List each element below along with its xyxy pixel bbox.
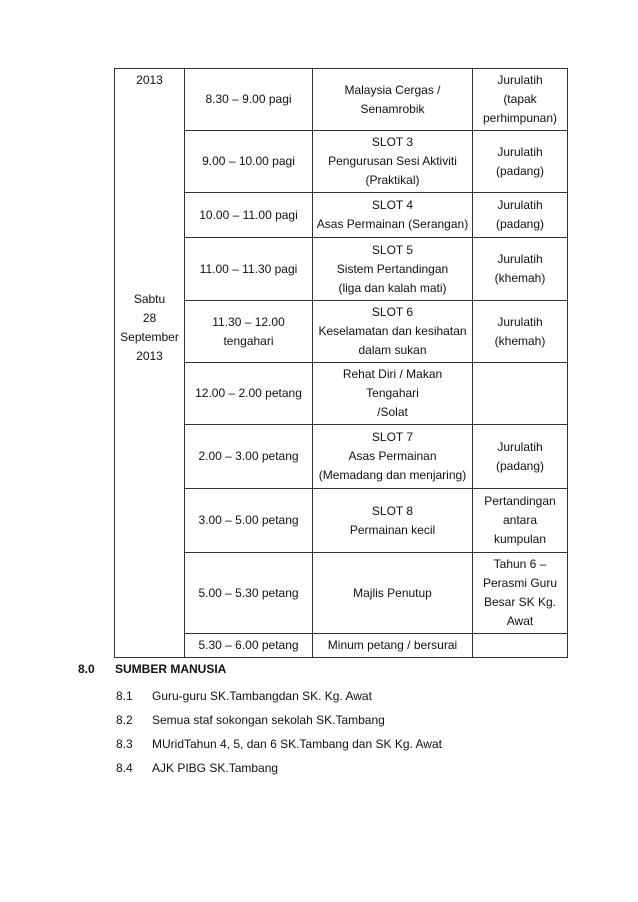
time-cell: 5.30 – 6.00 petang	[185, 634, 313, 658]
activity-cell: SLOT 3 Pengurusan Sesi Aktiviti (Praktikal)	[313, 131, 473, 193]
list-item-number: 8.1	[116, 689, 133, 703]
list-item-text: Guru-guru SK.Tambangdan SK. Kg. Awat	[152, 689, 372, 703]
date-year: 2013	[136, 349, 163, 363]
note-cell	[473, 363, 568, 425]
section-heading	[78, 662, 226, 676]
section-number: 8.0	[78, 662, 95, 676]
time-cell: 12.00 – 2.00 petang	[185, 363, 313, 425]
time-cell: 11.30 – 12.00 tengahari	[185, 301, 313, 363]
date-cell	[115, 69, 185, 658]
time-cell: 5.00 – 5.30 petang	[185, 553, 313, 634]
list-item-number: 8.3	[116, 737, 133, 751]
note-cell: Tahun 6 – Perasmi Guru Besar SK Kg. Awat	[473, 553, 568, 634]
time-cell: 11.00 – 11.30 pagi	[185, 238, 313, 301]
time-cell: 9.00 – 10.00 pagi	[185, 131, 313, 193]
activity-cell: Malaysia Cergas / Senamrobik	[313, 69, 473, 131]
activity-cell: SLOT 8 Permainan kecil	[313, 489, 473, 553]
note-cell	[473, 634, 568, 658]
time-cell: 10.00 – 11.00 pagi	[185, 193, 313, 238]
activity-cell: Rehat Diri / Makan Tengahari /Solat	[313, 363, 473, 425]
note-cell: Jurulatih (khemah)	[473, 301, 568, 363]
note-cell: Jurulatih (tapak perhimpunan)	[473, 69, 568, 131]
list-item	[116, 732, 442, 756]
note-cell: Jurulatih (padang)	[473, 193, 568, 238]
date-day: Sabtu	[133, 292, 166, 306]
schedule-table	[114, 68, 568, 658]
list-item	[116, 684, 442, 708]
activity-cell: Majlis Penutup	[313, 553, 473, 634]
note-cell: Jurulatih (padang)	[473, 425, 568, 489]
list-item-text: Semua staf sokongan sekolah SK.Tambang	[152, 713, 385, 727]
activity-cell: SLOT 7 Asas Permainan (Memadang dan menjaring)	[313, 425, 473, 489]
list-item-text: AJK PIBG SK.Tambang	[152, 761, 279, 775]
note-cell: Pertandingan antara kumpulan	[473, 489, 568, 553]
list-item	[116, 756, 442, 780]
time-cell: 8.30 – 9.00 pagi	[185, 69, 313, 131]
list-item	[116, 708, 442, 732]
date-number: 28	[142, 311, 157, 325]
table-row	[115, 69, 568, 131]
section-title: SUMBER MANUSIA	[115, 662, 227, 676]
section-list	[116, 684, 442, 780]
time-cell: 2.00 – 3.00 petang	[185, 425, 313, 489]
date-month: September	[120, 330, 179, 344]
activity-cell: SLOT 4 Asas Permainan (Serangan)	[313, 193, 473, 238]
note-cell: Jurulatih (padang)	[473, 131, 568, 193]
list-item-text: MUridTahun 4, 5, dan 6 SK.Tambang dan SK Kg. Awat	[152, 737, 442, 751]
list-item-number: 8.4	[116, 761, 133, 775]
time-cell: 3.00 – 5.00 petang	[185, 489, 313, 553]
activity-cell: SLOT 5 Sistem Pertandingan (liga dan kalah mati)	[313, 238, 473, 301]
list-item-number: 8.2	[116, 713, 133, 727]
activity-cell: Minum petang / bersurai	[313, 634, 473, 658]
note-cell: Jurulatih (khemah)	[473, 238, 568, 301]
top-date: 2013	[136, 73, 163, 87]
activity-cell: SLOT 6 Keselamatan dan kesihatan dalam sukan	[313, 301, 473, 363]
